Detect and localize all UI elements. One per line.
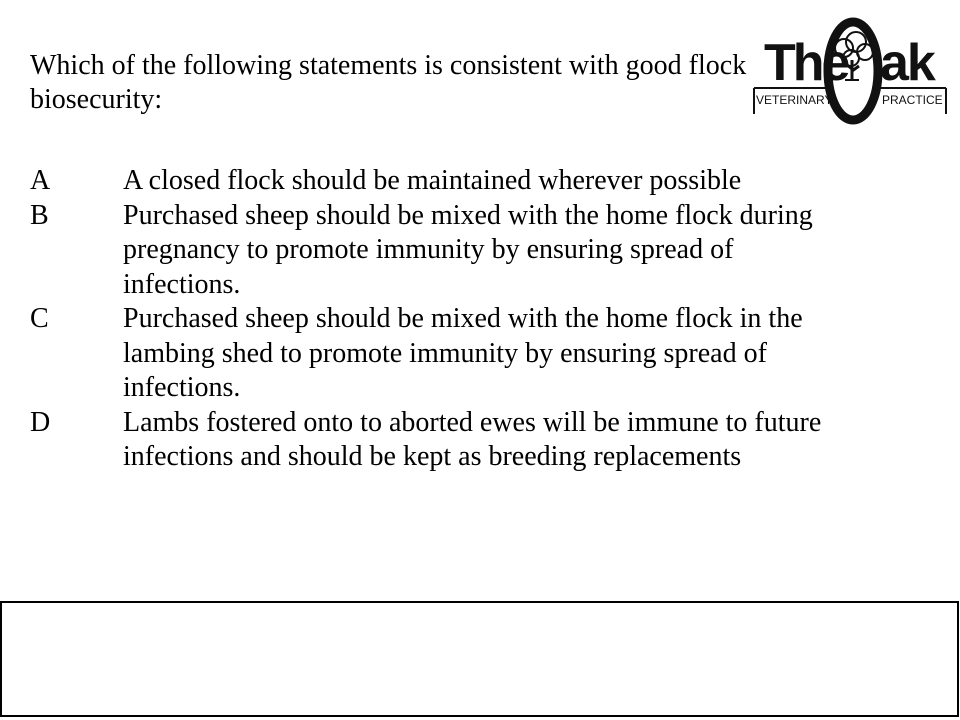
option-letter: C <box>30 303 49 334</box>
option-line: infections and should be kept as breeding replacements <box>123 441 742 472</box>
option-line: Purchased sheep should be mixed with the home flock in the <box>123 303 803 334</box>
option-line: infections. <box>123 268 241 300</box>
option-line: infections. <box>123 372 241 403</box>
option-line: lambing shed to promote immunity by ensuring spread of <box>123 337 767 369</box>
option-letter: D <box>30 406 51 438</box>
answer-box <box>0 601 959 717</box>
logo-word-practice: PRACTICE <box>882 93 943 107</box>
logo-word-oak: ak <box>880 34 934 92</box>
option-text <box>123 199 930 303</box>
question-line: biosecurity: <box>30 84 163 115</box>
option-letter: B <box>30 199 49 231</box>
answer-options <box>30 164 930 475</box>
oak-veterinary-practice-logo <box>752 14 948 126</box>
option-c <box>30 302 930 406</box>
logo-word-the: The <box>764 34 848 92</box>
option-line: A closed flock should be maintained wherever possible <box>123 165 742 196</box>
option-b <box>30 199 930 303</box>
option-line: pregnancy to promote immunity by ensuring spread of <box>123 234 734 265</box>
option-a <box>30 164 930 199</box>
option-text <box>123 406 930 475</box>
option-line: Lambs fostered onto to aborted ewes will be immune to future <box>123 406 822 438</box>
option-text <box>123 302 930 406</box>
logo-word-veterinary: VETERINARY <box>756 93 833 107</box>
option-line: Purchased sheep should be mixed with the home flock during <box>123 199 813 231</box>
question-line: Which of the following statements is consistent with good flock <box>30 50 747 81</box>
option-text <box>123 164 930 199</box>
option-d <box>30 406 930 475</box>
option-letter: A <box>30 165 51 196</box>
